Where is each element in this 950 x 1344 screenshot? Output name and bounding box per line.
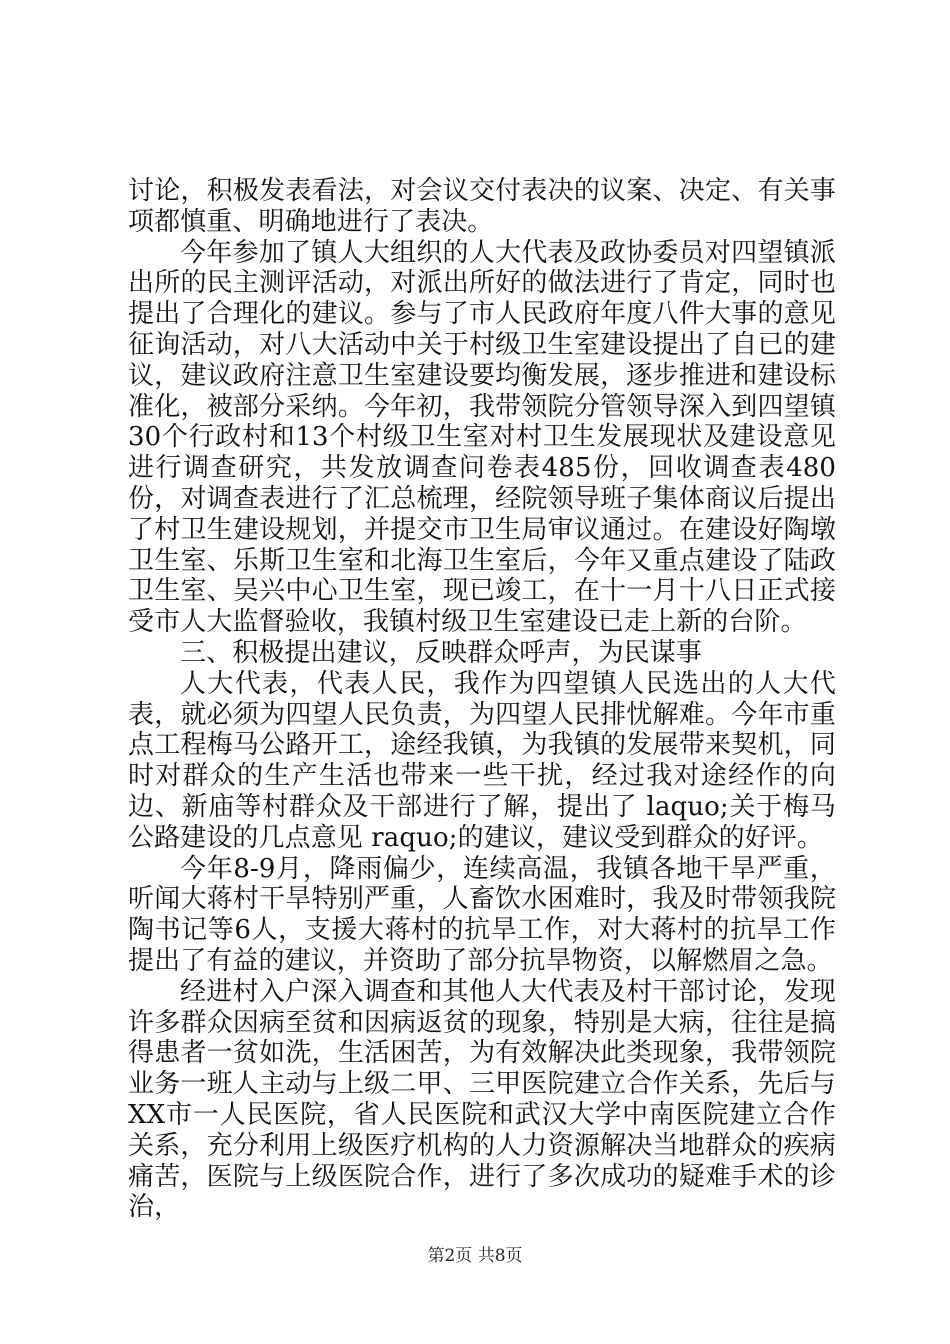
page-number-footer: 第2页 共8页 [427,1246,523,1266]
paragraph-5: 经进村入户深入调查和其他人大代表及村干部讨论，发现许多群众因病至贫和因病返贫的现象，特别是大病，往往是搞得患者一贫如洗，生活困苦，为有效解决此类现象，我带领院业务一班人主动与上级二甲、三甲医院建立合作关系，先后与XX市一人民医院，省人民医院和武汉大学中南医院建立合作关系，充分利用上级医疗机构的人力资源解决当地群众的疾病痛苦，医院与上级医院合作，进行了多次成功的疑难手术的诊治， [128,976,836,1223]
paragraph-3: 人大代表，代表人民，我作为四望镇人民选出的人大代表，就必须为四望人民负责，为四望人民排忧解难。今年市重点工程梅马公路开工，途经我镇，为我镇的发展带来契机，同时对群众的生产生活也带来一些干扰，经过我对途经作的向边、新庙等村群众及干部进行了解，提出了 laquo;关于梅马公路建设的几点意见 raquo;的建议，建议受到群众的好评。 [128,668,836,853]
paragraph-2: 今年参加了镇人大组织的人大代表及政协委员对四望镇派出所的民主测评活动，对派出所好的做法进行了肯定，同时也提出了合理化的建议。参与了市人民政府年度八件大事的意见征询活动，对八大活动中关于村级卫生室建设提出了自已的建议，建议政府注意卫生室建设要均衡发展，逐步推进和建设标准化，被部分采纳。今年初，我带领院分管领导深入到四望镇30个行政村和13个村级卫生室对村卫生发展现状及建设意见进行调查研究，共发放调查问卷表485份，回收调查表480份，对调查表进行了汇总梳理，经院领导班子集体商议后提出了村卫生建设规划，并提交市卫生局审议通过。在建设好陶墩卫生室、乐斯卫生室和北海卫生室后，今年又重点建设了陆政卫生室、吴兴中心卫生室，现已竣工，在十一月十八日正式接受市人大监督验收，我镇村级卫生室建设已走上新的台阶。 [128,237,836,638]
paragraph-4: 今年8-9月，降雨偏少，连续高温，我镇各地干旱严重，听闻大蒋村干旱特别严重，人畜饮水困难时，我及时带领我院陶书记等6人，支援大蒋村的抗旱工作，对大蒋村的抗旱工作提出了有益的建议，并资助了部分抗旱物资，以解燃眉之急。 [128,853,836,976]
section-heading: 三、积极提出建议，反映群众呼声，为民谋事 [180,637,703,668]
document-body [128,176,836,1223]
paragraph-1: 讨论，积极发表看法，对会议交付表决的议案、决定、有关事项都慎重、明确地进行了表决。 [128,176,836,237]
